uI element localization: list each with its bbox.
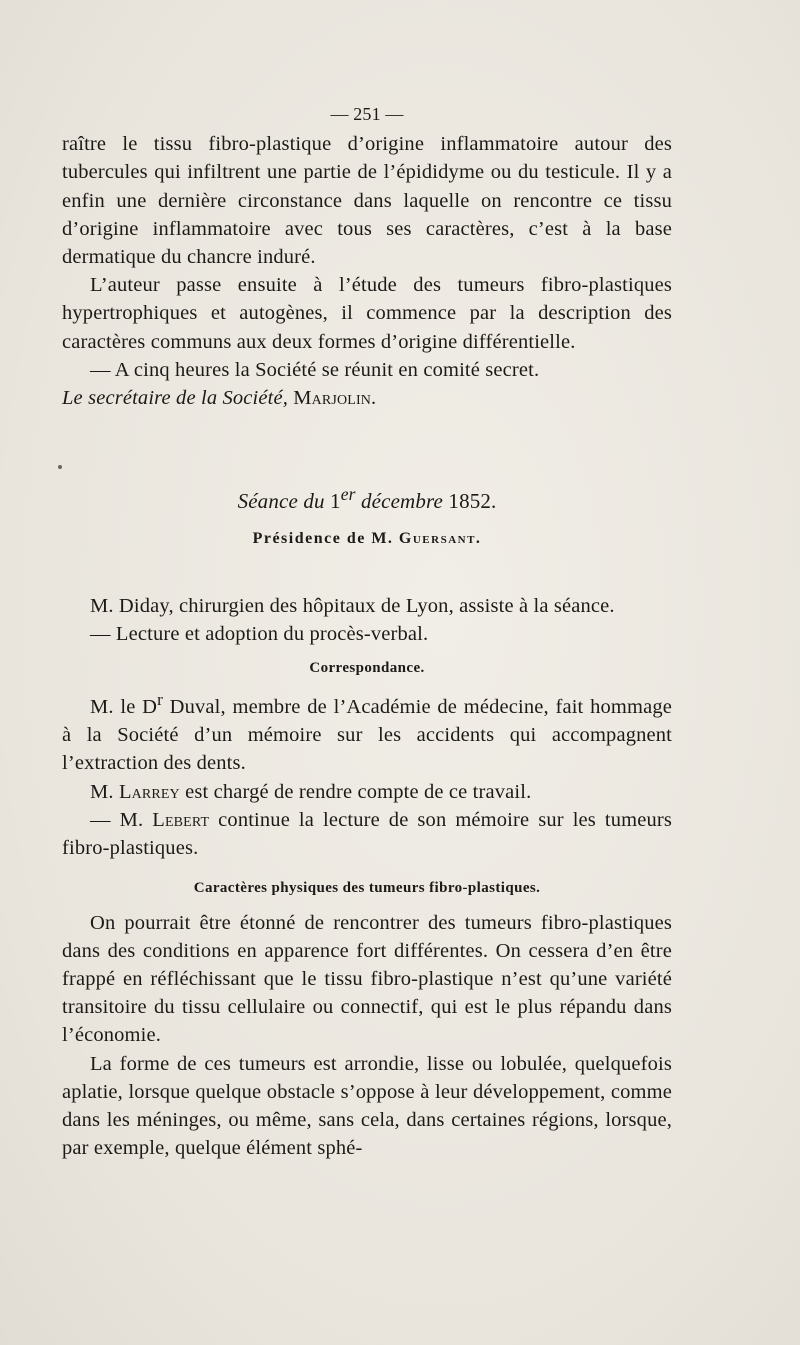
paragraph-1: raître le tissu fibro-plastique d’origine inflammatoire autour des tubercules qui infiltrent une partie de l’épididyme ou du testicule. Il y a enfin une dernière circonstance dans laquelle on rencontre ce tissu d’origine inflammatoire avec tous ses caractères, c’est à la base dermatique du chancre induré. [62, 133, 672, 269]
p7-name: Larrey [118, 780, 180, 803]
signature-text: Le secrétaire de la Société, [62, 387, 294, 410]
signature-name: Marjolin. [293, 387, 377, 410]
presidence-label: Présidence de M. [252, 530, 399, 548]
page-text [62, 100, 672, 1162]
presidence-name: Guersant. [398, 530, 482, 548]
p7-start: M. [90, 780, 119, 803]
session-label: Séance du [237, 489, 331, 514]
session-day-suffix: er [340, 484, 356, 505]
p8-start: — M. [90, 808, 153, 831]
p6-rest: Duval, membre de l’Académie de médecine, fait hommage à la Société d’un mémoire sur les accidents qui accompagnent l’extraction des dents. [62, 696, 672, 775]
p6-start: M. le D [90, 696, 158, 719]
paragraph-4: M. Diday, chirurgien des hôpitaux de Lyon, assiste à la séance. [90, 594, 615, 617]
p8-name: Lebert [152, 808, 210, 831]
p7-rest: est chargé de rendre compte de ce travail. [179, 780, 532, 803]
paragraph-3: — A cinq heures la Société se réunit en comité secret. [90, 358, 540, 381]
heading-correspondance: Correspondance. [309, 660, 425, 677]
p6-sup: r [157, 690, 163, 710]
paragraph-6 [62, 686, 672, 777]
paragraph-8 [62, 806, 672, 862]
session-title [62, 480, 672, 515]
paragraph-2: L’auteur passe ensuite à l’étude des tumeurs fibro-plastiques hypertrophiques et autogènes, il commence par la description des caractères communs aux deux formes d’origine différentielle. [62, 274, 672, 353]
paragraph-7 [62, 778, 672, 806]
p8-rest: continue la lecture de son mémoire sur les tumeurs fibro-plastiques. [62, 808, 672, 860]
session-day: 1 [330, 489, 341, 514]
paragraph-9: On pourrait être étonné de rencontrer des tumeurs fibro-plastiques dans des conditions en apparence fort différentes. On cessera d’en être frappé en réfléchissant que le tissu fibro-plastique n’est qu’une variété transitoire du tissu cellulaire ou connectif, qui est le plus répandu dans l’économie. [62, 911, 672, 1047]
paragraph-5: — Lecture et adoption du procès-verbal. [90, 622, 429, 645]
session-month: décembre [355, 489, 444, 514]
presidence-line [62, 525, 672, 553]
page-number: — 251 — [330, 104, 404, 124]
session-year: 1852. [443, 489, 497, 514]
paragraph-10: La forme de ces tumeurs est arrondie, lisse ou lobulée, quelquefois aplatie, lorsque quelque obstacle s’oppose à leur développement, comme dans les méninges, ou même, sans cela, dans certaines régions, lorsque, par exemple, quelque élément sphé- [62, 1052, 672, 1160]
secretary-signature [62, 384, 672, 412]
heading-caracteres: Caractères physiques des tumeurs fibro-plastiques. [193, 880, 541, 897]
